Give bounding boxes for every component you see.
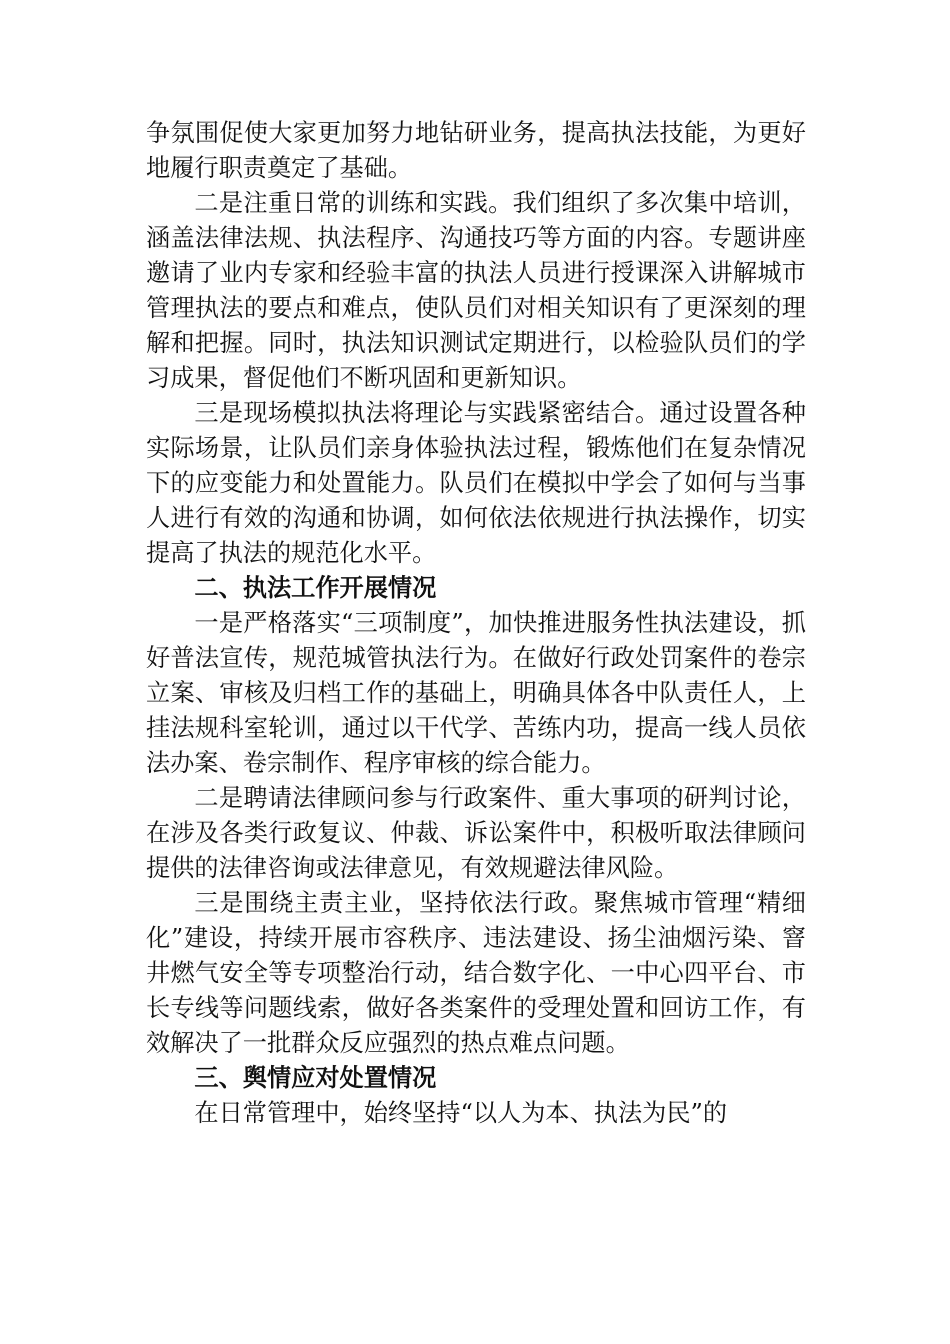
paragraph-training-practice: 二是注重日常的训练和实践。我们组织了多次集中培训，涵盖法律法规、执法程序、沟通技巧等方面的内容。专题讲座邀请了业内专家和经验丰富的执法人员进行授课深入讲解城市管理执法的要点和难点，使队员们对相关知识有了更深刻的理解和把握。同时，执法知识测试定期进行，以检验队员们的学习成果，督促他们不断巩固和更新知识。 [146,189,806,392]
paragraph-legal-counsel: 二是聘请法律顾问参与行政案件、重大事项的研判讨论，在涉及各类行政复议、仲裁、诉讼案件中，积极听取法律顾问提供的法律咨询或法律意见，有效规避法律风险。 [146,784,806,882]
paragraph-daily-management: 在日常管理中，始终坚持“以人为本、执法为民”的 [194,1099,728,1127]
document-body [146,116,806,1131]
paragraph-simulation: 三是现场模拟执法将理论与实践紧密结合。通过设置各种实际场景，让队员们亲身体验执法过程，锻炼他们在复杂情况下的应变能力和处置能力。队员们在模拟中学会了如何与当事人进行有效的沟通和协调，如何依法依规进行执法操作，切实提高了执法的规范化水平。 [146,399,806,567]
paragraph-continued: 争氛围促使大家更加努力地钻研业务，提高执法技能，为更好地履行职责奠定了基础。 [146,119,806,182]
paragraph-main-duties: 三是围绕主责主业，坚持依法行政。聚焦城市管理“精细化”建设，持续开展市容秩序、违法建设、扬尘油烟污染、窨井燃气安全等专项整治行动，结合数字化、一中心四平台、市长专线等问题线索，做好各类案件的受理处置和回访工作，有效解决了一批群众反应强烈的热点难点问题。 [146,889,806,1057]
section-heading-enforcement: 二、执法工作开展情况 [194,574,437,602]
section-heading-public-opinion: 三、舆情应对处置情况 [194,1064,437,1092]
paragraph-three-systems: 一是严格落实“三项制度”，加快推进服务性执法建设，抓好普法宣传，规范城管执法行为。在做好行政处罚案件的卷宗立案、审核及归档工作的基础上，明确具体各中队责任人，上挂法规科室轮训，通过以干代学、苦练内功，提高一线人员依法办案、卷宗制作、程序审核的综合能力。 [146,609,806,777]
